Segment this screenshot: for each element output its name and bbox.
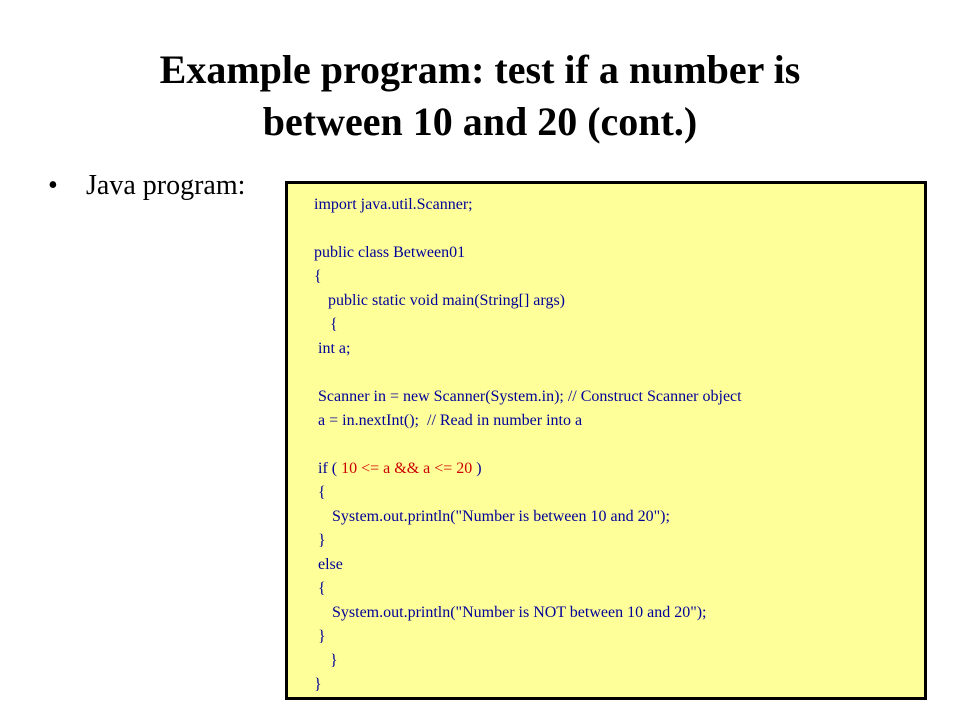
code-line: }: [330, 652, 338, 669]
code-line: {: [318, 484, 326, 501]
bullet-text: Java program:: [86, 170, 246, 201]
code-line: int a;: [318, 340, 351, 357]
if-condition: 10 <= a && a <= 20: [341, 460, 473, 477]
bullet-item: [48, 166, 245, 206]
code-line: {: [330, 316, 338, 333]
code-line: {: [318, 580, 326, 597]
bullet-icon: •: [48, 170, 58, 201]
code-line: }: [314, 676, 322, 693]
code-line: a = in.nextInt(); // Read in number into a: [318, 412, 583, 429]
code-line: }: [318, 628, 326, 645]
code-line: else: [318, 556, 343, 573]
if-prefix: if (: [318, 460, 342, 477]
code-line: }: [318, 532, 326, 549]
title-line-1: Example program: test if a number is: [159, 47, 801, 92]
if-suffix: ): [472, 460, 482, 477]
code-line: {: [314, 268, 322, 285]
code-block: [285, 181, 927, 700]
code-line: Scanner in = new Scanner(System.in); // Construct Scanner object: [318, 388, 742, 405]
code-line: public static void main(String[] args): [328, 292, 565, 309]
code-line-if: [318, 457, 482, 481]
code-line: import java.util.Scanner;: [314, 196, 473, 213]
slide-title: [0, 44, 960, 148]
title-line-2: between 10 and 20 (cont.): [262, 99, 698, 144]
code-line: System.out.println("Number is between 10 and 20");: [332, 508, 670, 525]
code-line: System.out.println("Number is NOT between 10 and 20");: [332, 604, 707, 621]
code-line: public class Between01: [314, 244, 466, 261]
